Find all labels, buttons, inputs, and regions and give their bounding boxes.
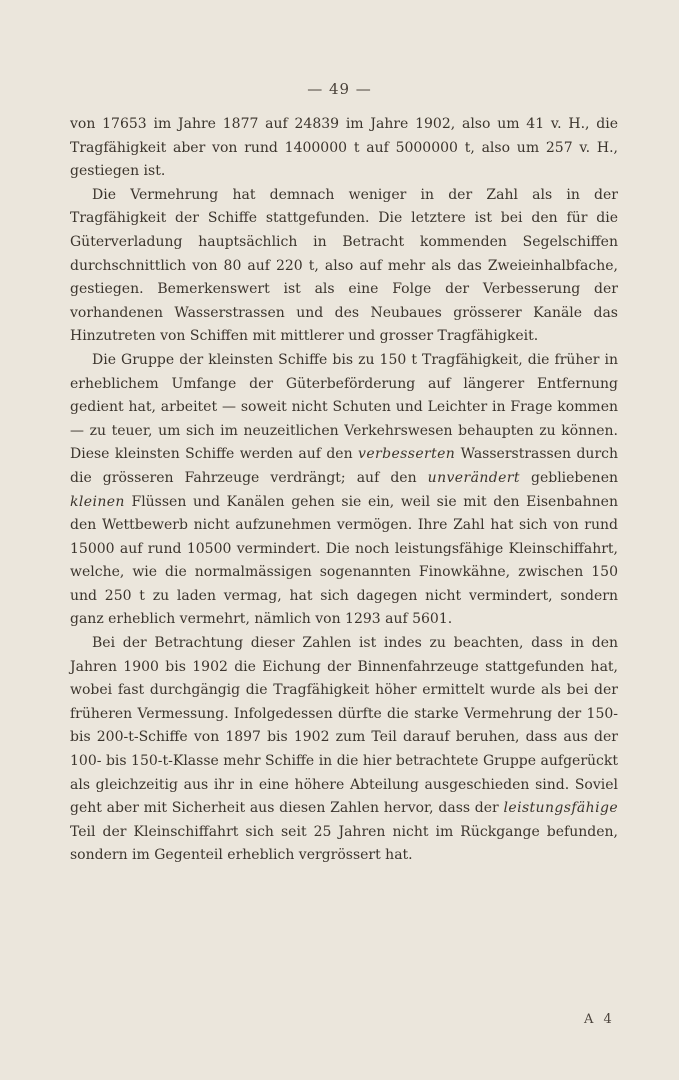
emphasized-word: unverändert	[427, 469, 520, 486]
text-run: Flüssen und Kanälen gehen sie ein, weil sie mit den Eisenbahnen den Wettbewerb nicht aufzunehmen vermögen. Ihre Zahl hat sich von rund 15000 auf rund 10500 vermindert. Die noch leistungsfähige Kleinschiffahrt, welche, wie die normalmässigen sogenannten Finowkähne, zwischen 150 und 250 t zu laden vermag, hat sich dagegen nicht vermindert, sondern ganz erheblich vermehrt, nämlich von 1293 auf 5601.	[70, 493, 618, 628]
emphasized-word: leistungsfähige	[503, 800, 618, 817]
paragraph	[70, 184, 618, 349]
text-run: Die Gruppe der kleinsten Schiffe bis zu 150 t Tragfähigkeit, die früher in erheblichem Umfange der Güterbeförderung auf längerer Entfernung gedient hat, arbeitet — soweit nicht Schuten und Leichter in Frage kommen — zu teuer, um sich im neuzeitlichen Verkehrswesen behaupten zu können. Diese kleinsten Schiffe werden auf den	[70, 351, 618, 463]
emphasized-word: verbesserten	[358, 446, 456, 463]
paragraph	[70, 632, 618, 868]
body-text	[70, 113, 618, 868]
paragraph	[70, 113, 618, 184]
text-run: von 17653 im Jahre 1877 auf 24839 im Jahre 1902, also um 41 v. H., die Tragfähigkeit aber von rund 1400000 t auf 5000000 t, also um 257 v. H., gestiegen ist.	[70, 116, 618, 180]
paragraph	[70, 349, 618, 632]
text-run: gebliebenen	[519, 469, 618, 486]
page-number: — 49 —	[307, 80, 372, 98]
emphasized-word: kleinen	[70, 493, 125, 510]
text-run: Bei der Betrachtung dieser Zahlen ist indes zu beachten, dass in den Jahren 1900 bis 1902 die Eichung der Binnenfahrzeuge stattgefunden hat, wobei fast durchgängig die Tragfähigkeit höher ermittelt wurde als bei der früheren Vermessung. Infolgedessen dürfte die starke Vermehrung der 150- bis 200-t-Schiffe von 1897 bis 1902 zum Teil darauf beruhen, dass aus der 100- bis 150-t-Klasse mehr Schiffe in die hier betrachtete Gruppe aufgerückt als gleichzeitig aus ihr in eine höhere Abteilung ausgeschieden sind. Soviel geht aber mit Sicherheit aus diesen Zahlen hervor, dass der	[70, 635, 618, 817]
text-run: Wasserstrassen durch die grösseren Fahrzeuge verdrängt; auf den	[70, 446, 618, 486]
signature-mark: A 4	[584, 1012, 615, 1027]
text-run: Die Vermehrung hat demnach weniger in der Zahl als in der Tragfähigkeit der Schiffe stattgefunden. Die letztere ist bei den für die Güterverladung hauptsächlich in Betracht kommenden Segelschiffen durchschnittlich von 80 auf 220 t, also auf mehr als das Zweieinhalbfache, gestiegen. Bemerkenswert ist als eine Folge der Verbesserung der vorhandenen Wasserstrassen und des Neubaues grösserer Kanäle das Hinzutreten von Schiffen mit mittlerer und grosser Tragfähigkeit.	[70, 186, 618, 345]
text-run: Teil der Kleinschiffahrt sich seit 25 Jahren nicht im Rückgange befunden, sondern im Gegenteil erheblich vergrössert hat.	[70, 823, 618, 864]
